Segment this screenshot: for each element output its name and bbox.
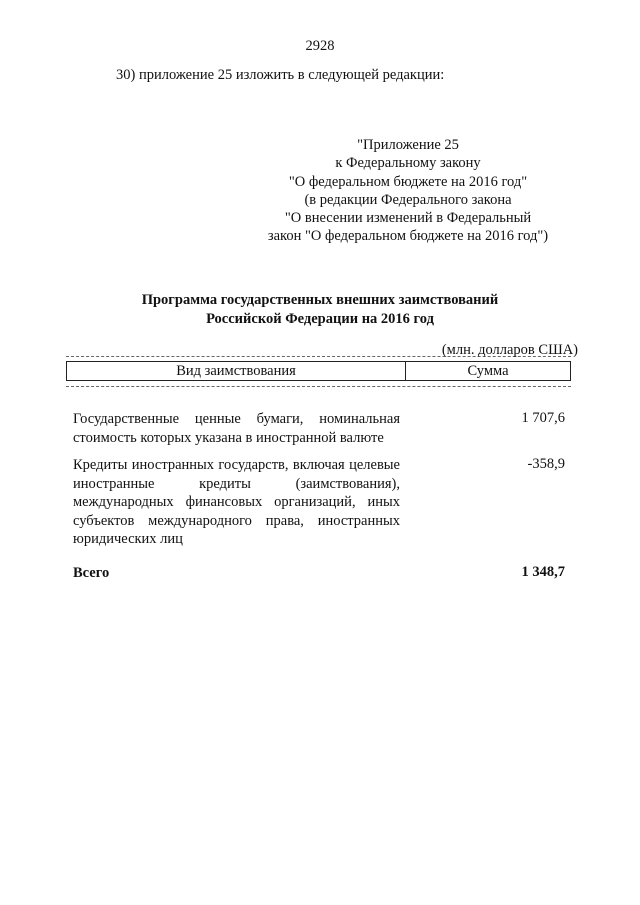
- table-row-amount: 1 707,6: [521, 410, 565, 426]
- appendix-line: (в редакции Федерального закона: [304, 191, 512, 208]
- table-row-amount: -358,9: [527, 456, 565, 472]
- units-label: (млн. долларов США): [441, 342, 578, 358]
- appendix-line: "О федеральном бюджете на 2016 год": [288, 173, 528, 190]
- appendix-line: "Приложение 25: [357, 137, 459, 153]
- table-header: [66, 361, 571, 381]
- document-title: [60, 291, 580, 328]
- appendix-header: [248, 136, 568, 246]
- appendix-line: к Федеральному закону: [335, 155, 481, 172]
- table-row-name: Кредиты иностранных государств, включая целевые иностранные кредиты (заимствования), международных финансовых организаций, иных субъектов международного права, иностранных юридических лиц: [73, 457, 400, 547]
- column-header-amount: Сумма: [467, 363, 509, 379]
- table-row-name: Государственные ценные бумаги, номинальная стоимость которых указана в иностранной валюте: [73, 411, 400, 446]
- dashed-rule-bottom: [66, 386, 571, 387]
- amendment-text: 30) приложение 25 изложить в следующей редакции:: [116, 67, 445, 83]
- appendix-line: закон "О федеральном бюджете на 2016 год"): [267, 228, 549, 245]
- title-line: Российской Федерации на 2016 год: [206, 310, 434, 327]
- title-line: Программа государственных внешних заимствований: [141, 292, 499, 308]
- page-number: 2928: [305, 38, 335, 54]
- appendix-line: "О внесении изменений в Федеральный: [284, 210, 532, 227]
- total-label: Всего: [73, 565, 110, 581]
- total-amount: 1 348,7: [521, 564, 565, 580]
- column-header-type: Вид заимствования: [67, 362, 406, 380]
